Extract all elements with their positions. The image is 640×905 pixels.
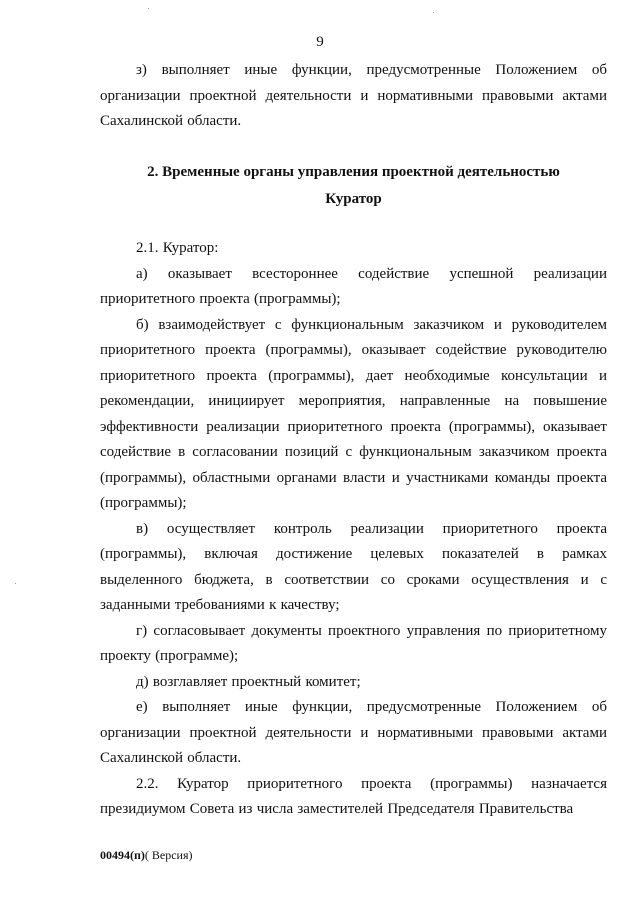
document-code: 00494(п) (100, 848, 145, 862)
document-version: ( Версия) (144, 848, 193, 862)
item-a: а) оказывает всестороннее содействие успешной реализации приоритетного проекта (программы); (100, 265, 607, 307)
paragraph-z (100, 58, 607, 135)
item-d: д) возглавляет проектный комитет; (136, 673, 361, 690)
item-e: е) выполняет иные функции, предусмотренные Положением об организации проектной деятельности и нормативными правовыми актами Сахалинской области. (100, 699, 607, 766)
section-heading: 2. Временные органы управления проектной деятельностью (147, 164, 560, 180)
scan-speck (433, 12, 434, 13)
scan-speck (148, 8, 149, 9)
item-b: б) взаимодействует с функциональным заказчиком и руководителем приоритетного проекта (программы), оказывает содействие руководителю приоритетного проекта (программы), дает необходимые консультации и рекомендации, инициирует мероприятия, направленные на повышение эффективности реализации приоритетного проекта (программы), оказывает содействие в согласовании позиций с функциональным заказчиком проекта (программы), областными органами власти и участниками команды проекта (программы); (100, 316, 607, 511)
curator-section (100, 236, 607, 823)
item-z-text: з) выполняет иные функции, предусмотренные Положением об организации проектной деятельности и нормативными правовыми актами Сахалинской области. (100, 62, 607, 129)
page-number: 9 (316, 34, 324, 50)
subheading-curator: Куратор (325, 191, 382, 207)
scan-speck (15, 583, 16, 584)
clause-2-1: 2.1. Куратор: (136, 240, 219, 256)
item-v: в) осуществляет контроль реализации приоритетного проекта (программы), включая достижение целевых показателей в рамках выделенного бюджета, в соответствии со сроками осуществления и с заданными требованиями к качеству; (100, 520, 607, 613)
document-footer (100, 848, 193, 863)
item-g: г) согласовывает документы проектного управления по приоритетному проекту (программе); (100, 622, 607, 664)
clause-2-2: 2.2. Куратор приоритетного проекта (программы) назначается президиумом Совета из числа заместителей Председателя Правительства (100, 775, 607, 817)
